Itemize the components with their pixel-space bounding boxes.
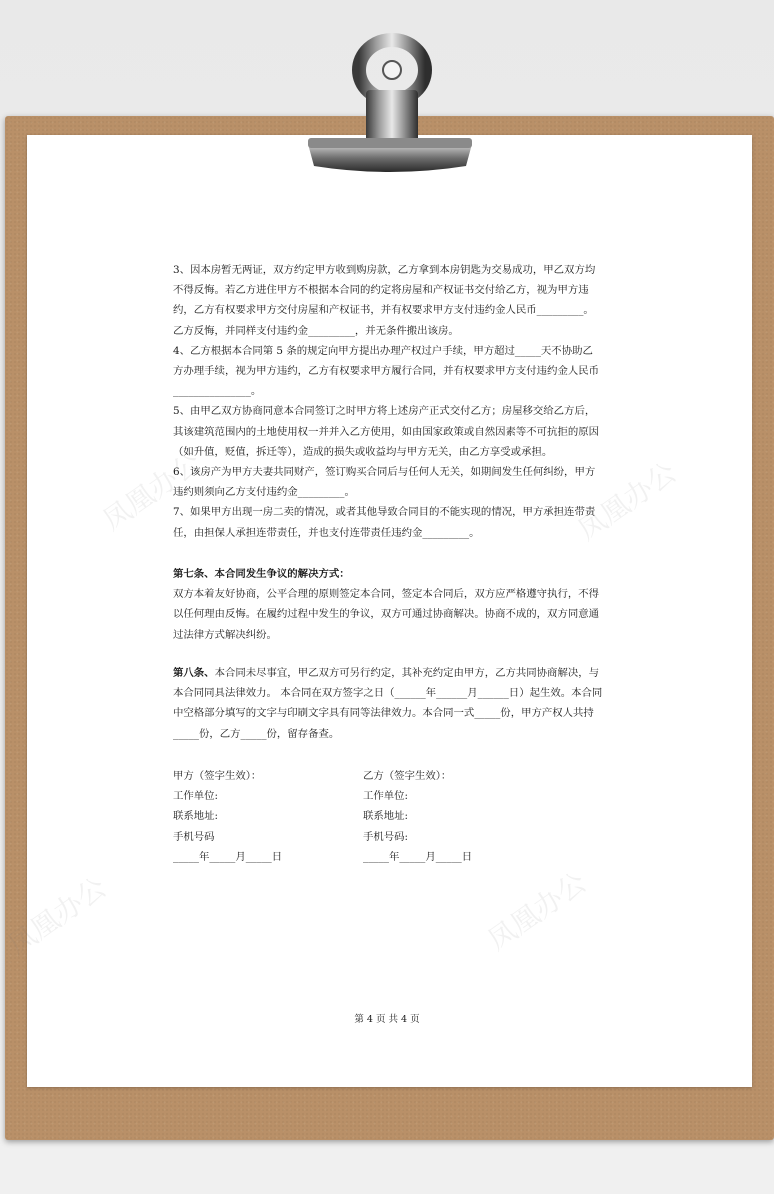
article-7-body: 双方本着友好协商，公平合理的原则签定本合同，签定本合同后，双方应严格遵守执行，不得以任何理由反悔。在履约过程中发生的争议，双方可通过协商解决。协商不成的，双方同意通过法律方式解决纠纷。 xyxy=(173,588,600,641)
party-a-signature xyxy=(173,766,282,867)
clause-5: 5、由甲乙双方协商同意本合同签订之时甲方将上述房产正式交付乙方；房屋移交给乙方后，其该建筑范围内的土地使用权一并并入乙方使用，如由国家政策或自然因素等不可抗拒的原因（如升值，贬值，拆迁等），造成的损失或收益均与甲方无关，由乙方享受或承担。 xyxy=(173,405,600,458)
article-8-heading: 第八条、 xyxy=(173,667,215,679)
party-b-date: _____年_____月_____日 xyxy=(363,850,473,863)
party-a-title: 甲方（签字生效）： xyxy=(173,770,262,782)
party-b-phone: 手机号码: xyxy=(363,830,409,843)
clause-7: 7、如果甲方出现一房二卖的情况，或者其他导致合同目的不能实现的情况，甲方承担连带责任，由担保人承担连带责任，并也支付连带责任违约金_________。 xyxy=(173,506,596,539)
article-7-heading: 第七条、本合同发生争议的解决方式： xyxy=(173,568,350,580)
page-number: 第 4 页 共 4 页 xyxy=(354,1014,420,1025)
binder-clip-icon xyxy=(300,26,480,178)
party-a-address: 联系地址: xyxy=(173,810,219,823)
contract-clauses xyxy=(173,260,603,543)
clause-3: 3、因本房暂无两证，双方约定甲方收到购房款，乙方拿到本房钥匙为交易成功，甲乙双方均不得反悔。若乙方进住甲方不根据本合同的约定将房屋和产权证书交付给乙方，视为甲方违约，乙方有权要求甲方交付房屋和产权证书，并有权要求甲方支付违约金人民币_________。乙方反悔，并同样支付违约金_________，并无条件搬出该房。 xyxy=(173,264,596,337)
party-b-address: 联系地址: xyxy=(363,810,409,823)
clause-4: 4、乙方根据本合同第 5 条的规定向甲方提出办理产权过户手续，甲方超过_____天不协助乙方办理手续，视为甲方违约，乙方有权要求甲方履行合同，并有权要求甲方支付违约金人民币_______________。 xyxy=(173,344,600,398)
party-b-employer: 工作单位: xyxy=(363,790,409,803)
party-b-signature xyxy=(363,766,472,867)
article-7 xyxy=(173,564,603,645)
party-a-date: _____年_____月_____日 xyxy=(173,850,283,863)
party-a-phone: 手机号码 xyxy=(173,830,215,843)
article-8 xyxy=(173,663,603,744)
party-b-title: 乙方（签字生效）： xyxy=(363,770,452,782)
party-a-employer: 工作单位: xyxy=(173,790,219,803)
article-8-body: 本合同未尽事宜，甲乙双方可另行约定，其补充约定由甲方，乙方共同协商解决，与本合同同具法律效力。 本合同在双方签字之日（______年______月______日）起生效。本合同中空格部分填写的文字与印刷文字具有同等法律效力。本合同一式_____份，甲方产权人共持_____份，乙方_____份，留存备查。 xyxy=(173,667,603,740)
clause-6: 6、该房产为甲方夫妻共同财产，签订购买合同后与任何人无关，如期间发生任何纠纷，甲方违约则须向乙方支付违约金_________。 xyxy=(173,466,596,499)
